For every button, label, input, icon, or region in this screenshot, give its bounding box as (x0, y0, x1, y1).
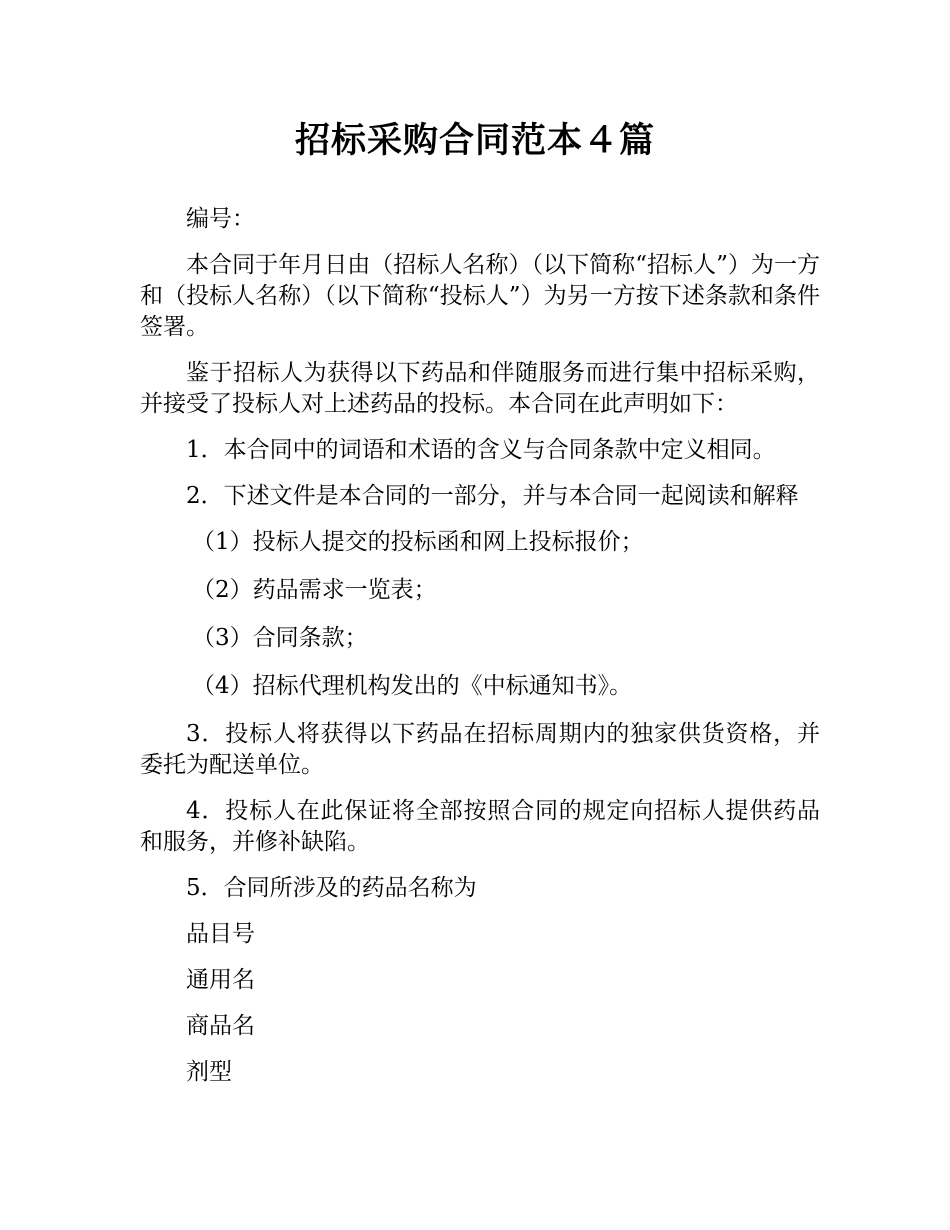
document-list-item: （2）药品需求一览表； (192, 577, 437, 603)
clause-2: 2．下述文件是本合同的一部分，并与本合同一起阅读和解释 (186, 483, 799, 509)
field-brand-name: 商品名 (186, 1013, 255, 1039)
whereas-paragraph: 鉴于招标人为获得以下药品和伴随服务而进行集中招标采购，并接受了投标人对上述药品的投标。本合同在此声明如下： (140, 360, 820, 417)
document-body (140, 204, 820, 1103)
clause-1: 1．本合同中的词语和术语的含义与合同条款中定义相同。 (186, 437, 776, 463)
field-generic-name: 通用名 (186, 967, 255, 993)
clause-4: 4．投标人在此保证将全部按照合同的规定向招标人提供药品和服务，并修补缺陷。 (140, 798, 820, 855)
preamble-paragraph: 本合同于年月日由（招标人名称）（以下简称“招标人”）为一方和（投标人名称）（以下简称“投标人”）为另一方按下述条款和条件签署。 (140, 252, 820, 340)
clause-5: 5．合同所涉及的药品名称为 (186, 875, 477, 901)
clause-3: 3．投标人将获得以下药品在招标周期内的独家供货资格，并委托为配送单位。 (140, 721, 820, 778)
contract-number-label: 编号： (186, 206, 255, 232)
field-dosage-form: 剂型 (186, 1059, 232, 1085)
document-list-item: （1）投标人提交的投标函和网上投标报价； (192, 529, 644, 555)
document-title: 招标采购合同范本４篇 (294, 121, 655, 161)
field-item-number: 品目号 (186, 921, 255, 947)
document-list-item: （3）合同条款； (192, 625, 368, 651)
document-list-item: （4）招标代理机构发出的《中标通知书》。 (192, 673, 633, 699)
